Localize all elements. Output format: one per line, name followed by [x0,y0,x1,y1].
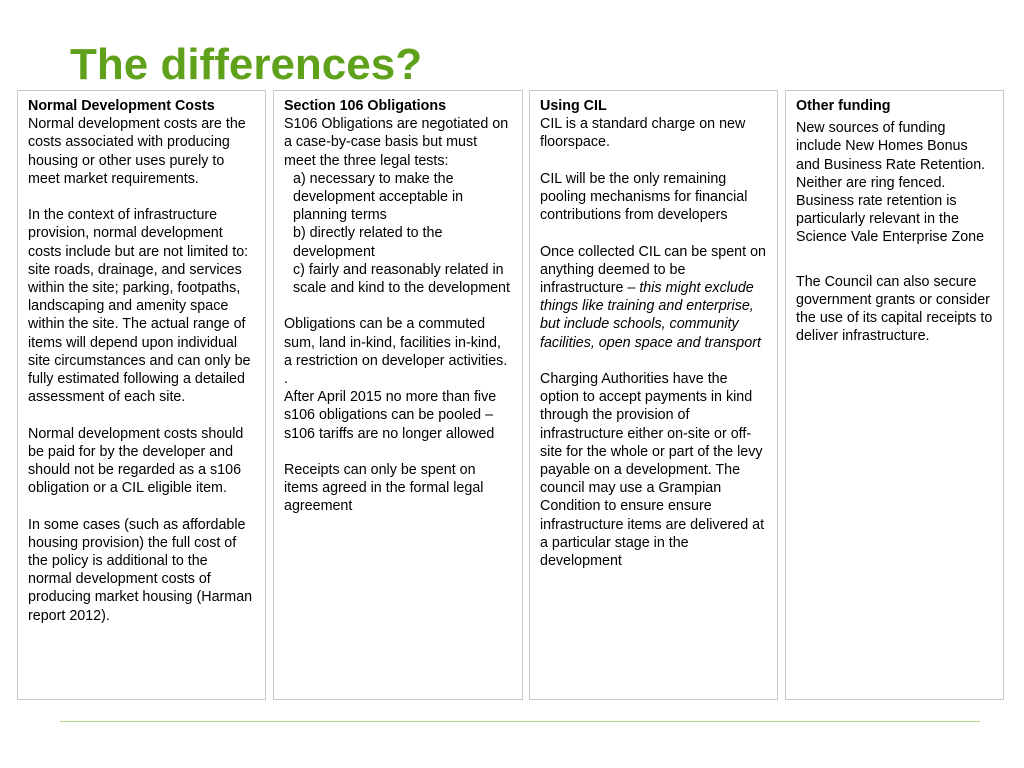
column-using-cil [529,90,778,700]
paragraph: Normal development costs should be paid for by the developer and should not be regarded as a s106 obligation or a CIL eligible item. [28,425,244,497]
column-heading: Normal Development Costs [28,98,215,114]
legal-test-c: c) fairly and reasonably related in scale and kind to the development [293,261,510,297]
paragraph: The Council can also secure government grants or consider the use of its capital receipts to deliver infrastructure. [796,273,993,345]
legal-test-a: a) necessary to make the development acceptable in planning terms [293,170,464,224]
column-section-106-obligations [273,90,523,700]
column-normal-development-costs [17,90,266,700]
stray-dot: . [284,371,288,388]
paragraph: Obligations can be a commuted sum, land in-kind, facilities in-kind, a restriction on developer activities. [284,316,508,369]
column-heading: Section 106 Obligations [284,98,447,114]
paragraph: After April 2015 no more than five s106 obligations can be pooled – s106 tariffs are no longer allowed [284,389,497,442]
paragraph: Receipts can only be spent on items agreed in the formal legal agreement [284,462,484,515]
paragraph: Normal development costs are the costs associated with producing housing or other uses purely to meet market requirements. [28,116,246,187]
column-heading: Other funding [796,98,891,114]
footer-divider [60,721,980,722]
paragraph: In some cases (such as affordable housing provision) the full cost of the policy is additional to the normal development costs of producing market housing (Harman report 2012). [28,516,253,624]
page-title: The differences? [70,40,423,89]
paragraph: In the context of infrastructure provision, normal development costs include but are not limited to: site roads, drainage, and services within the site; parking, footpaths, landscaping and amenity space within the site. The actual range of items will depend upon individual site circumstances and can only be fully estimated following a detailed assessment of each site. [28,207,251,406]
paragraph [540,243,767,352]
paragraph: S106 Obligations are negotiated on a case-by-case basis but must meet the three legal tests: [284,116,509,169]
paragraph: Charging Authorities have the option to accept payments in kind through the provision of infrastructure either on-site or off-site for the whole or part of the levy payable on a development. The council may use a Grampian Condition to ensure ensure infrastructure items are delivered at a particular stage in the development [540,371,765,570]
paragraph: New sources of funding include New Homes Bonus and Business Rate Retention. Neither are ring fenced. Business rate retention is particularly relevant in the Science Vale Enterprise Zone [796,120,986,246]
paragraph-italic: this might exclude things like training and enterprise, but include schools, community facilities, open space and transport [540,280,761,351]
legal-test-b: b) directly related to the development [293,225,443,260]
column-heading: Using CIL [540,98,607,114]
paragraph: CIL is a standard charge on new floorspace. [540,116,746,151]
column-other-funding [785,90,1004,700]
paragraph: CIL will be the only remaining pooling mechanisms for financial contributions from developers [540,170,748,224]
paragraph-text: Once collected CIL can be spent on anything deemed to be infrastructure – [540,243,766,296]
